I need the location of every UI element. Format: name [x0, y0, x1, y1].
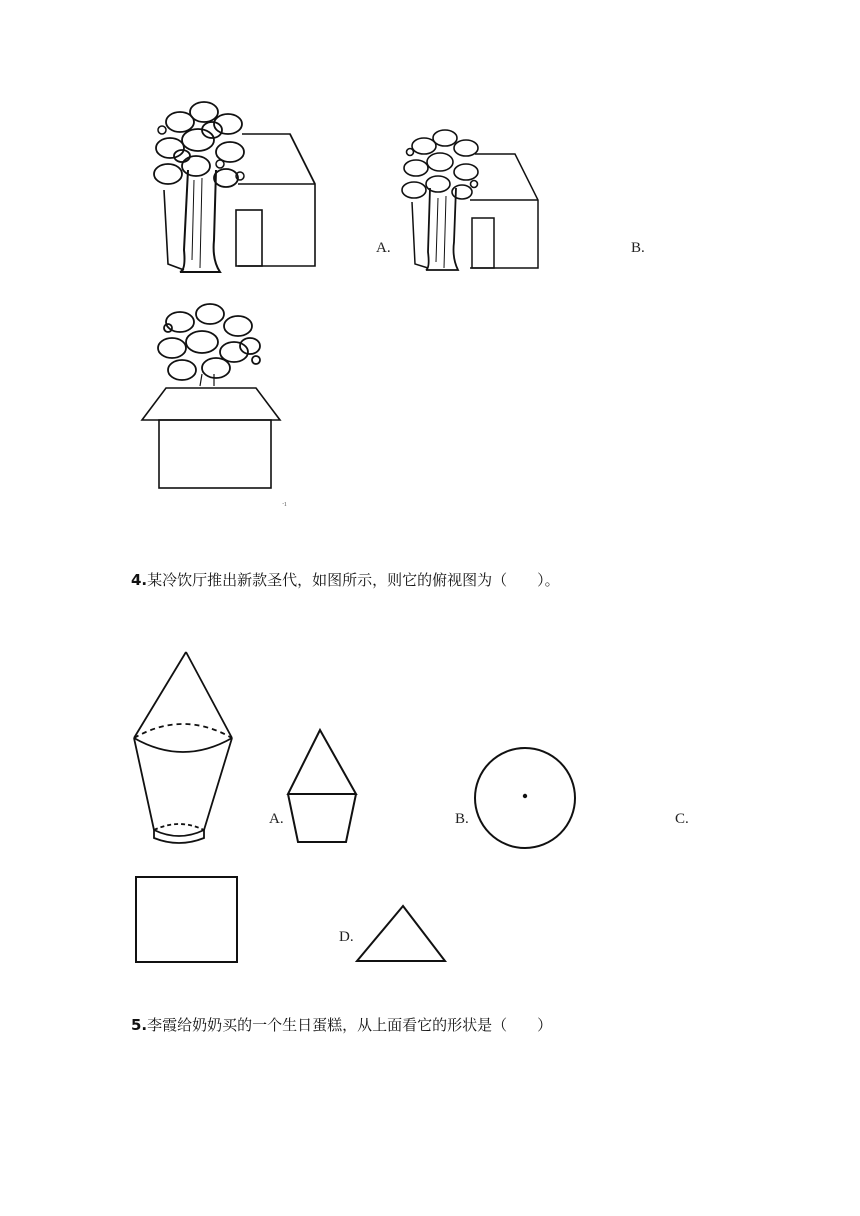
cone-sundae-figure [130, 650, 240, 850]
triangle-on-trapezoid-icon [284, 728, 359, 846]
q4-option-d-label: D. [339, 929, 354, 945]
q4-option-a-label: A. [269, 811, 284, 827]
tree-house-figure-option-a [400, 128, 545, 278]
tree-house-figure-original [150, 100, 320, 280]
question-4-stem: 某冷饮厅推出新款圣代，如图所示，则它的俯视图为（ ）。 [147, 571, 560, 589]
triangle-icon [355, 904, 449, 964]
tree-house-figure-option-c [138, 300, 288, 495]
q4-option-c-label: C. [675, 811, 689, 827]
question-4-number: 4. [131, 571, 148, 589]
square-icon [134, 875, 240, 965]
q3-option-b-label: B. [631, 240, 645, 256]
stray-mark: ·ı [282, 500, 287, 508]
question-4-text [131, 569, 560, 590]
q3-option-a-label: A. [376, 240, 391, 256]
circle-with-dot-icon [472, 745, 578, 851]
question-5-text [131, 1014, 552, 1035]
q4-option-b-label: B. [455, 811, 469, 827]
question-5-stem: 李霞给奶奶买的一个生日蛋糕，从上面看它的形状是（ ） [147, 1016, 553, 1034]
question-5-number: 5. [131, 1016, 148, 1034]
